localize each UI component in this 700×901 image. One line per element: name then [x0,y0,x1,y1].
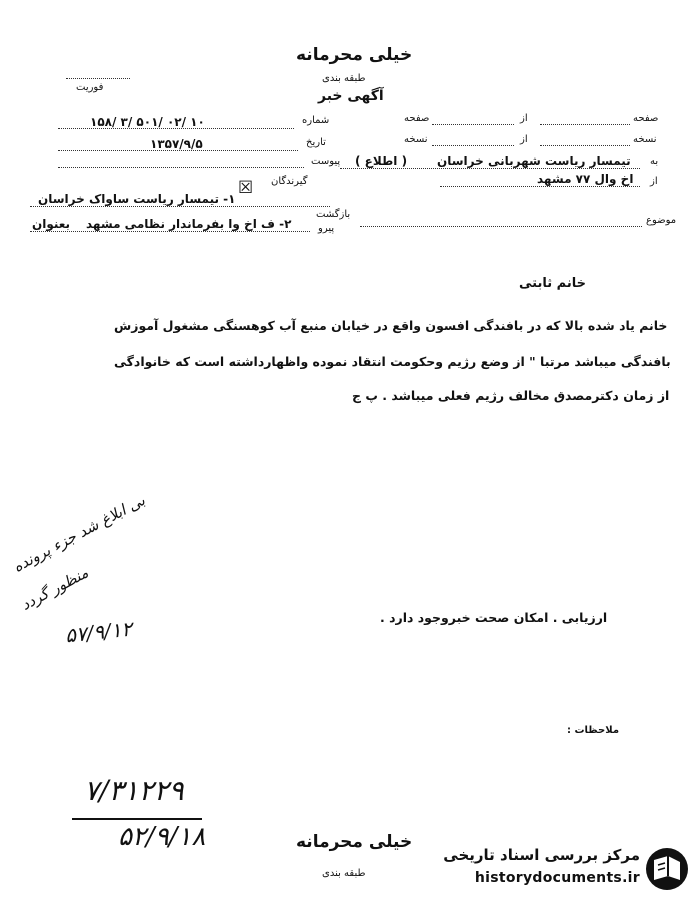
report-type-title: آگهی خبر [318,88,384,104]
file-number: ۷/۳۱۲۲۹ [84,774,184,807]
from-line [440,186,640,187]
followup-value: ۲- ف اخ وا بفرماندار نظامی مشهد [86,217,292,231]
salutation: خانم ثابتی [519,276,586,291]
file-number-2: ۵۲/۹/۱۸ [118,822,206,852]
subject-label: موضوع [646,215,677,226]
margin-note-1: بی ابلاغ شد جزء پرونده [10,491,148,576]
to-note: ( اطلاع ) [355,154,408,168]
from2-label: از [650,176,658,187]
page-line [540,124,630,125]
number-line [58,128,294,129]
copy-label: نسخه [633,134,657,145]
classification-stamp: خیلی محرمانه [296,45,413,65]
from-value: اخ وال ۷۷ مشهد [537,172,634,186]
file-number-underline [72,818,202,820]
followup2-label: پیرو [318,223,335,234]
from-label: از [520,113,528,124]
page-label-2: صفحه [404,113,430,124]
body-line-2: بافندگی میباشد مرتبا " از وضع رژیم وحکومت انتقاد نموده واظهارداشته است که خانوادگی [114,354,671,369]
urgency-line [66,78,130,79]
archive-watermark [412,842,694,896]
recipient-checkmark-icon: ☒ [238,178,254,198]
recipients-label: گیرندگان [271,176,308,187]
remarks-label: ملاحظات : [567,725,620,736]
subject-value: بعنوان [32,217,71,231]
number-value: ۱۵۸/ ۳/ ۵۰۱/ ۰۲/ ۱۰ [90,115,205,129]
number-label: شماره [302,115,330,126]
margin-note-2: منظور گردد [18,563,92,614]
assessment-text: ارزیابی . امکان صحت خبروجود دارد . [380,610,608,625]
attachment-line [58,167,304,168]
body-line-3: از زمان دکترمصدق مخالف رژیم فعلی میباشد . پ ج [352,388,670,403]
footer-classification-stamp: خیلی محرمانه [296,832,413,852]
to-value: تیمسار ریاست شهربانی خراسان [437,154,631,168]
archive-url: historydocuments.ir [474,870,640,886]
page-line-2 [432,124,514,125]
attachment-label: پیوست [311,156,341,167]
archive-name: مرکز بررسی اسناد تاریخی [443,846,640,864]
subject-line [360,226,642,227]
from-label-2: از [520,134,528,145]
to-label: به [650,156,659,167]
date-value: ۱۳۵۷/۹/۵ [150,137,203,151]
followup-line [30,231,310,232]
to-line [340,168,640,169]
copy-line-2 [432,145,514,146]
followup-label: بازگشت [316,209,351,220]
recipient-line [30,206,330,207]
body-line-1: خانم یاد شده بالا که در بافندگی افسون واقع در خیابان منبع آب کوهسنگی مشغول آموزش [114,318,668,333]
footer-classification-sub-label: طبقه بندی [322,868,366,879]
recipient-value: ۱- تیمسار ریاست ساواک خراسان [38,192,236,206]
copy-label-2: نسخه [404,134,428,145]
page-label: صفحه [633,113,659,124]
archive-logo-icon [644,846,690,892]
date-label: تاریخ [306,137,326,148]
margin-date: ۵۷/۹/۱۲ [63,616,134,648]
urgency-label: فوریت [76,82,104,93]
date-line [58,150,298,151]
classification-sub-label: طبقه بندی [322,73,366,84]
copy-line [540,145,630,146]
